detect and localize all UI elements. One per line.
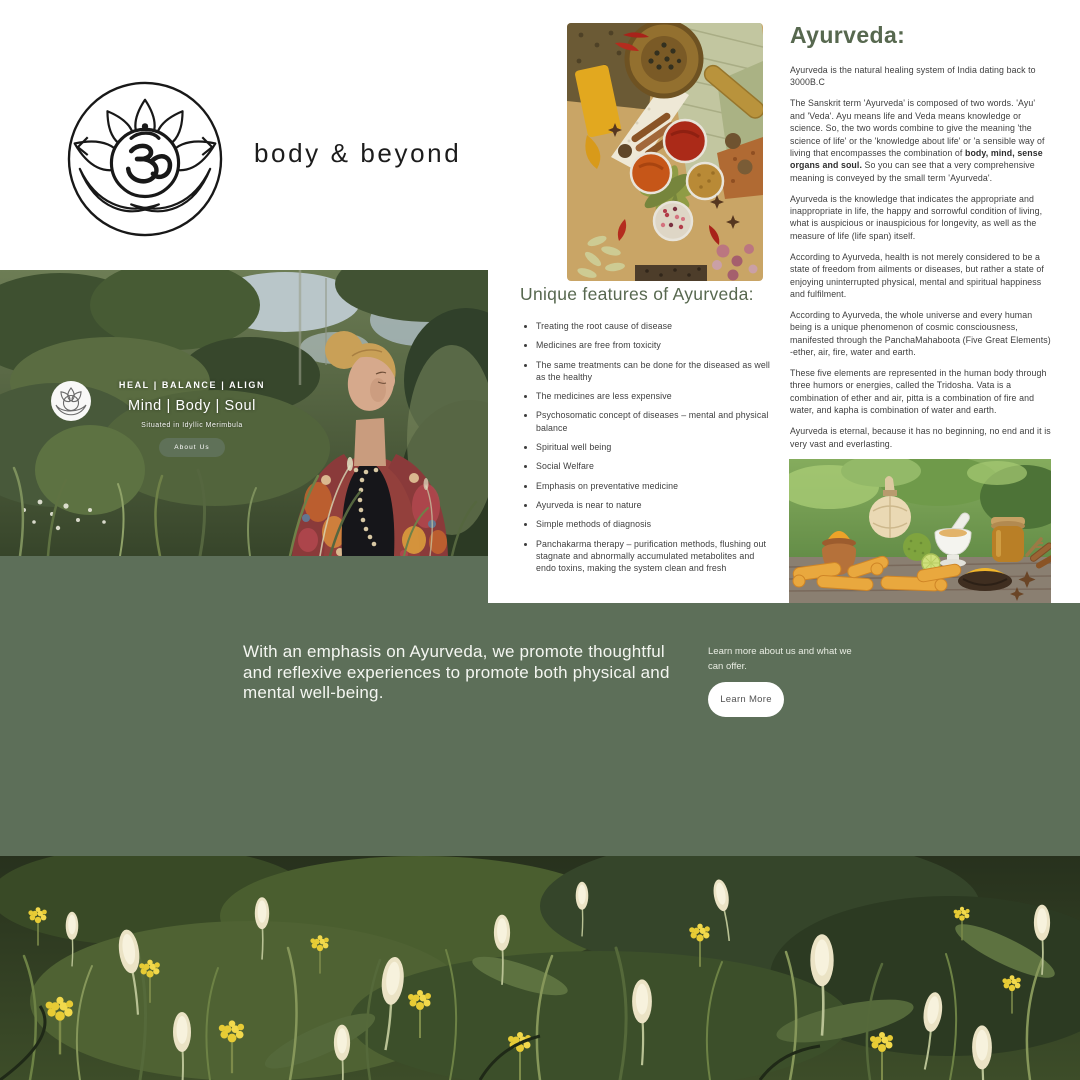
article-paragraph: According to Ayurveda, health is not merely considered to be a state of freedom from ailments or diseases, but rather a state of enjoying uninterrupted physical, mental and spiritual happiness and fulfilment. [790, 251, 1044, 299]
learn-more-button[interactable]: Learn More [708, 682, 784, 717]
lotus-om-logo[interactable] [66, 76, 224, 240]
list-item: • Ayurveda is near to nature [536, 499, 772, 511]
band-headline: With an emphasis on Ayurveda, we promote thoughtful and reflexive experiences to promote both physical and mental well-being. [243, 642, 670, 702]
article-paragraph: According to Ayurveda, the whole universe and every human being is a unique phenomenon of cosmic consciousness, manifested through the PanchaMahaboota (Five Great Elements) -ether, air, fire, water and earth. [790, 309, 1051, 358]
hero-tagline: HEAL | BALANCE | ALIGN [118, 380, 266, 390]
brand-name: body & beyond [254, 138, 462, 168]
herbs-photo [789, 459, 1051, 603]
article-panel [488, 0, 1080, 603]
article-paragraph: The Sanskrit term 'Ayurveda' is composed of two words. 'Ayu' and 'Veda'. Ayu means life and Veda means knowledge or science. So, the two words combine to give the meaning 'the science of life' or the 'knowledge about life' or 'a sensible way of living that encompasses the combination of body, mind, sense organs and soul. So you can see that a very comprehensive meaning is conveyed by the small term 'Ayurveda'. [790, 98, 1045, 183]
article-title: Ayurveda: [790, 22, 906, 48]
band-subtext: Learn more about us and what we can offer. [708, 646, 852, 672]
hero-text-block [92, 380, 292, 457]
list-item: • The same treatments can be done for the diseased as well as the healthy [536, 359, 772, 384]
article-paragraph: Ayurveda is the knowledge that indicates the appropriate and inappropriate in life, the happy and sorrowful condition of living, what is auspicious or inauspicious for longevity, as well as the measure of life (life span) itself. [790, 193, 1043, 241]
article-paragraph: These five elements are represented in the human body through three humors or energies, called the Tridosha. Vata is a combination of ether and air, pitta is a combination of fire and water, and kapha is combination of water and earth. [790, 368, 1047, 416]
list-item: • The medicines are less expensive [536, 390, 772, 402]
hero-subtitle: Mind | Body | Soul [128, 398, 256, 414]
hero-photo [0, 270, 488, 556]
meadow-photo [0, 856, 1080, 1080]
about-us-button[interactable]: About Us [159, 438, 225, 457]
list-item: • Panchakarma therapy – purification methods, flushing out stagnate and abnormally accumulated metabolites and endo toxins, making the system clean and fresh [536, 538, 772, 575]
article-paragraph: Ayurveda is eternal, because it has no beginning, no end and it is very vast and everlasting. [790, 426, 1051, 449]
spices-photo [567, 23, 763, 281]
list-item: • Social Welfare [536, 460, 772, 472]
hero-location: Situated in Idyllic Merimbula [141, 422, 243, 429]
features-list [520, 320, 772, 574]
features-title: Unique features of Ayurveda: [520, 284, 754, 304]
article-body [790, 22, 1052, 458]
hero-lotus-icon [50, 380, 92, 422]
features-section [520, 284, 772, 581]
list-item: • Psychosomatic concept of diseases – mental and physical balance [536, 409, 772, 434]
list-item: • Emphasis on preventative medicine [536, 480, 772, 492]
article-paragraph: Ayurveda is the natural healing system of India dating back to 3000B.C [790, 65, 1036, 88]
list-item: • Medicines are free from toxicity [536, 339, 772, 351]
list-item: • Simple methods of diagnosis [536, 518, 772, 530]
list-item: • Treating the root cause of disease [536, 320, 772, 332]
list-item: • Spiritual well being [536, 441, 772, 453]
